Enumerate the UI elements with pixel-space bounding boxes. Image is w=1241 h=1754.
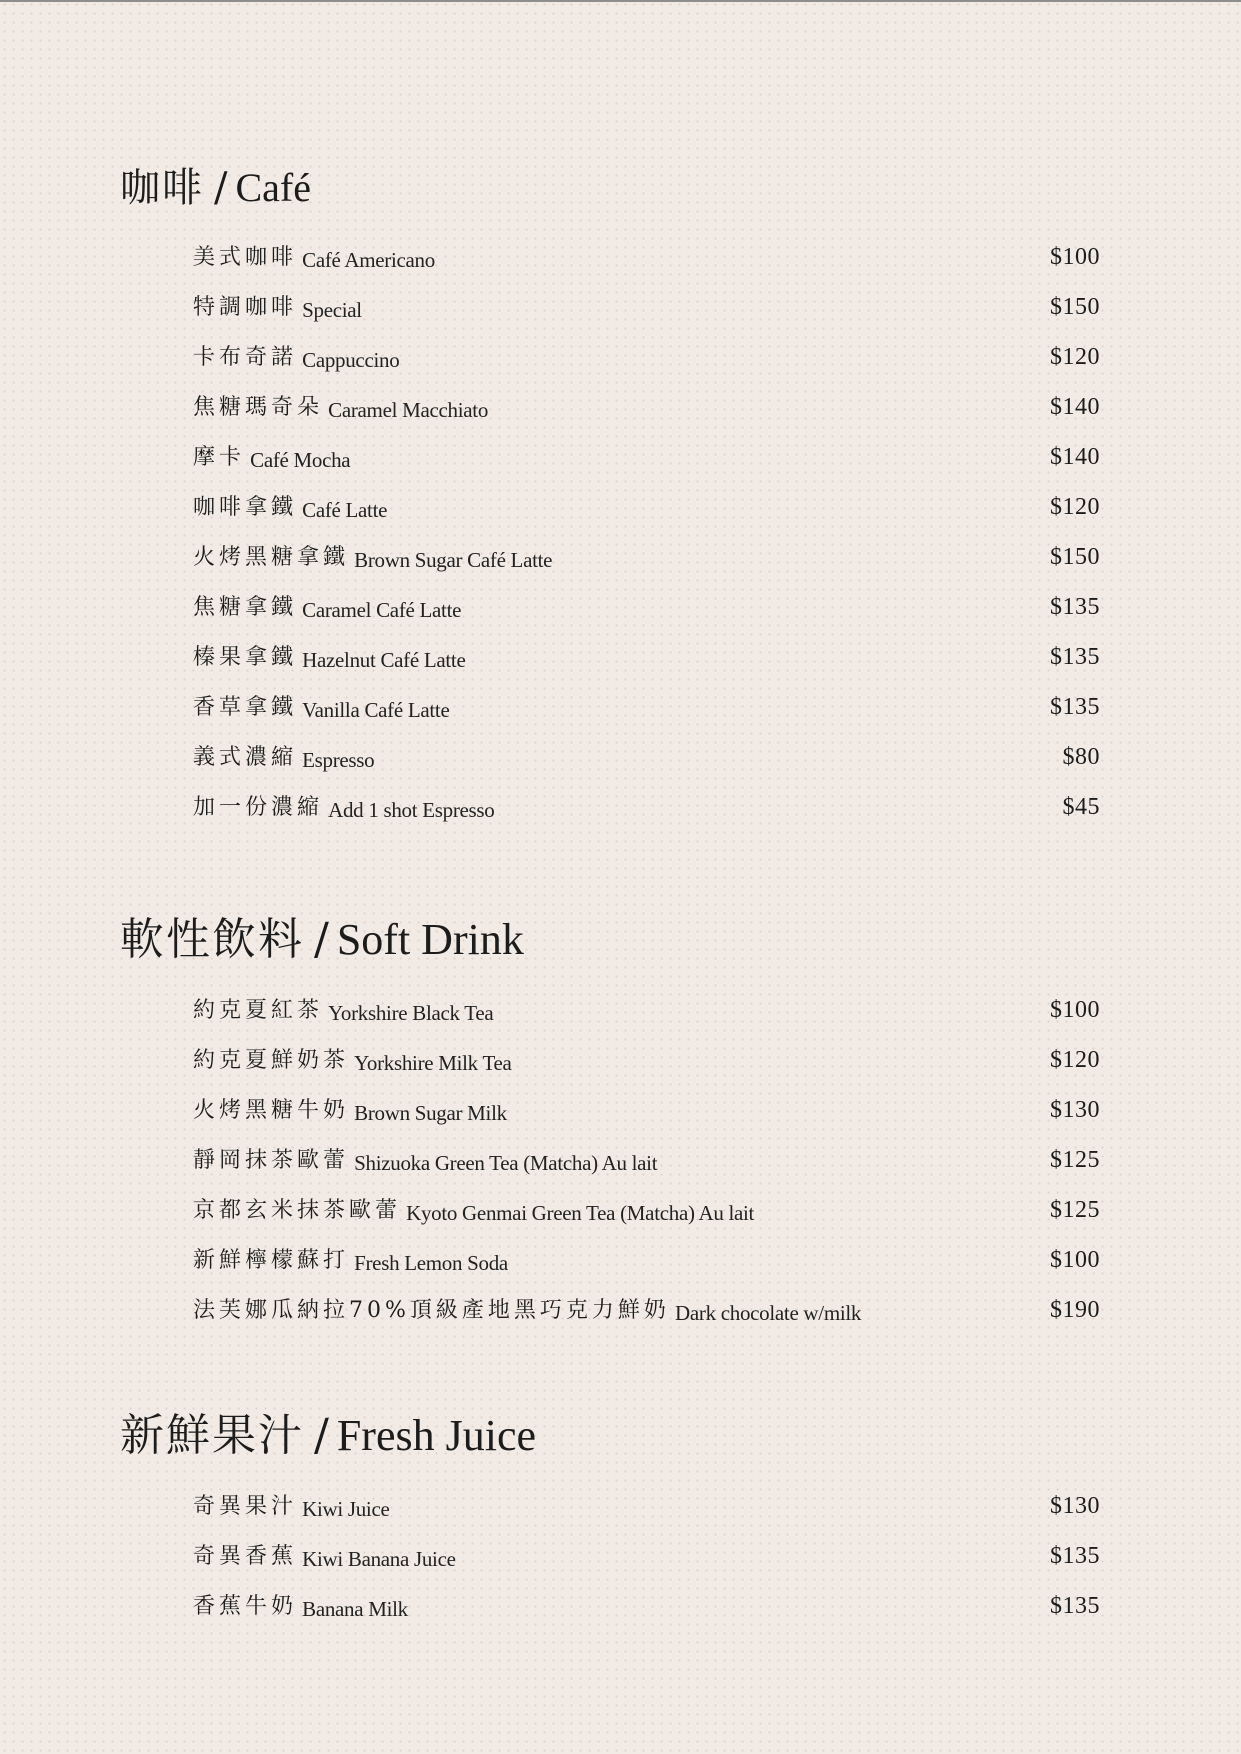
item-name-zh: 京都玄米抹茶歐蕾 (193, 1198, 402, 1223)
section-title-en: Café (235, 165, 311, 210)
item-price: $130 (1050, 1493, 1100, 1519)
item-name-en: Special (302, 298, 362, 322)
item-name-en: Kiwi Banana Juice (302, 1547, 456, 1571)
top-border-line (0, 0, 1241, 2)
item-name-zh: 咖啡拿鐵 (193, 495, 298, 520)
item-name-en: Vanilla Café Latte (302, 698, 450, 722)
menu-item (193, 1582, 1100, 1622)
section-title (120, 912, 524, 968)
menu-item (193, 633, 1100, 673)
menu-item (193, 733, 1100, 773)
item-name-zh: 約克夏紅茶 (193, 998, 324, 1023)
item-price: $135 (1050, 594, 1100, 620)
item-price: $140 (1050, 444, 1100, 470)
item-name-zh: 法芙娜瓜納拉70%頂級產地黑巧克力鮮奶 (193, 1298, 670, 1323)
item-name-en: Caramel Macchiato (328, 398, 489, 422)
item-name-en: Dark chocolate w/milk (675, 1301, 862, 1325)
item-name-en: Brown Sugar Milk (354, 1101, 507, 1125)
item-name-zh: 焦糖瑪奇朵 (193, 395, 324, 420)
menu-item (193, 583, 1100, 623)
item-price: $190 (1050, 1297, 1100, 1323)
menu-item (193, 986, 1100, 1026)
item-price: $135 (1050, 694, 1100, 720)
item-name-zh: 加一份濃縮 (193, 795, 324, 820)
section-title (120, 1408, 536, 1464)
item-price: $120 (1050, 344, 1100, 370)
item-price: $135 (1050, 1593, 1100, 1619)
menu-item (193, 1286, 1100, 1326)
item-name-zh: 卡布奇諾 (193, 345, 298, 370)
section-title-separator: / (214, 165, 228, 211)
item-name-zh: 美式咖啡 (193, 245, 298, 270)
section-title-en: Soft Drink (336, 915, 524, 964)
item-name-zh: 香草拿鐵 (193, 695, 298, 720)
item-name-en: Banana Milk (302, 1597, 408, 1621)
item-name-en: Hazelnut Café Latte (302, 648, 466, 672)
item-price: $125 (1050, 1147, 1100, 1173)
item-name-en: Espresso (302, 748, 375, 772)
menu-item (193, 1236, 1100, 1276)
item-price: $150 (1050, 544, 1100, 570)
item-price: $135 (1050, 1543, 1100, 1569)
menu-item (193, 1482, 1100, 1522)
section-title-zh: 咖啡 (120, 165, 204, 211)
item-name-zh: 義式濃縮 (193, 745, 298, 770)
item-price: $135 (1050, 644, 1100, 670)
item-price: $80 (1062, 744, 1100, 770)
item-name-zh: 奇異果汁 (193, 1494, 298, 1519)
menu-item (193, 683, 1100, 723)
item-name-en: Café Latte (302, 498, 388, 522)
item-price: $45 (1062, 794, 1100, 820)
section-title-en: Fresh Juice (336, 1411, 537, 1460)
section-title-zh: 軟性飲料 (120, 914, 304, 965)
item-name-zh: 特調咖啡 (193, 295, 298, 320)
item-price: $125 (1050, 1197, 1100, 1223)
section-title-separator: / (314, 914, 329, 965)
menu-item (193, 533, 1100, 573)
item-name-zh: 新鮮檸檬蘇打 (193, 1248, 350, 1273)
menu-item (193, 283, 1100, 323)
item-name-en: Brown Sugar Café Latte (354, 548, 553, 572)
item-price: $120 (1050, 1047, 1100, 1073)
item-price: $100 (1050, 244, 1100, 270)
menu-item (193, 383, 1100, 423)
section-title (120, 163, 311, 213)
item-price: $140 (1050, 394, 1100, 420)
item-name-zh: 焦糖拿鐵 (193, 595, 298, 620)
item-name-en: Fresh Lemon Soda (354, 1251, 508, 1275)
item-name-zh: 榛果拿鐵 (193, 645, 298, 670)
item-name-zh: 火烤黑糖拿鐵 (193, 545, 350, 570)
section-title-zh: 新鮮果汁 (120, 1410, 304, 1461)
item-price: $150 (1050, 294, 1100, 320)
item-name-zh: 摩卡 (193, 445, 246, 470)
item-name-en: Yorkshire Black Tea (328, 1001, 494, 1025)
item-name-zh: 約克夏鮮奶茶 (193, 1048, 350, 1073)
item-name-zh: 奇異香蕉 (193, 1544, 298, 1569)
menu-item (193, 1186, 1100, 1226)
menu-item (193, 1532, 1100, 1572)
menu-item (193, 233, 1100, 273)
item-name-en: Café Americano (302, 248, 435, 272)
menu-item (193, 1036, 1100, 1076)
item-price: $130 (1050, 1097, 1100, 1123)
item-name-en: Cappuccino (302, 348, 400, 372)
item-name-en: Kiwi Juice (302, 1497, 390, 1521)
item-name-zh: 火烤黑糖牛奶 (193, 1098, 350, 1123)
item-name-en: Add 1 shot Espresso (328, 798, 495, 822)
item-price: $100 (1050, 997, 1100, 1023)
menu-item (193, 1086, 1100, 1126)
menu-item (193, 483, 1100, 523)
item-name-en: Café Mocha (250, 448, 351, 472)
menu-item (193, 783, 1100, 823)
item-name-en: Kyoto Genmai Green Tea (Matcha) Au lait (406, 1201, 755, 1225)
item-price: $100 (1050, 1247, 1100, 1273)
menu-item (193, 433, 1100, 473)
item-name-zh: 靜岡抹茶歐蕾 (193, 1148, 350, 1173)
item-name-en: Yorkshire Milk Tea (354, 1051, 512, 1075)
menu-item (193, 1136, 1100, 1176)
item-name-en: Caramel Café Latte (302, 598, 462, 622)
menu-item (193, 333, 1100, 373)
section-title-separator: / (314, 1410, 329, 1461)
item-name-zh: 香蕉牛奶 (193, 1594, 298, 1619)
item-price: $120 (1050, 494, 1100, 520)
item-name-en: Shizuoka Green Tea (Matcha) Au lait (354, 1151, 658, 1175)
